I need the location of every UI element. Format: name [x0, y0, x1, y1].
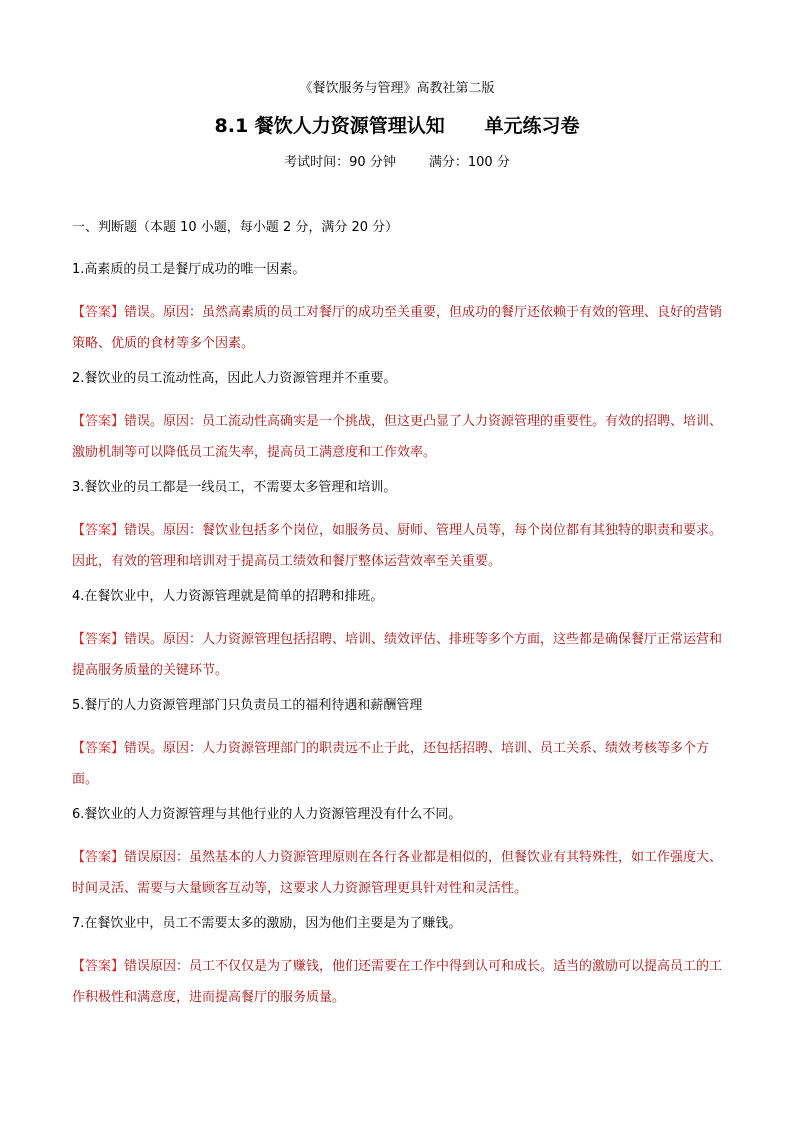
answer-tag: 【答案】 [72, 959, 125, 974]
question-text: 4.在餐饮业中，人力资源管理就是简单的招聘和排班。 [72, 589, 384, 604]
answer-text [72, 951, 728, 1013]
answer-tag: 【答案】 [72, 850, 125, 865]
answer-text [72, 733, 728, 795]
question-item [72, 478, 728, 577]
question-text: 7.在餐饮业中，员工不需要太多的激励，因为他们主要是为了赚钱。 [72, 916, 462, 931]
answer-body: 错误原因：员工不仅仅是为了赚钱，他们还需要在工作中得到认可和成长。适当的激励可以提高员工的工作积极性和满意度，进而提高餐厅的服务质量。 [72, 959, 723, 1005]
question-text: 3.餐饮业的员工都是一线员工，不需要太多管理和培训。 [72, 480, 397, 495]
question-text: 1.高素质的员工是餐厅成功的唯一因素。 [72, 262, 306, 277]
answer-text [72, 406, 728, 468]
answer-tag: 【答案】 [72, 523, 125, 538]
textbook-subtitle: 《餐饮服务与管理》高教社第二版 [299, 81, 495, 96]
question-text: 2.餐饮业的员工流动性高，因此人力资源管理并不重要。 [72, 371, 397, 386]
question-item [72, 587, 728, 686]
exam-info: 考试时间：90 分钟 满分：100 分 [284, 155, 510, 170]
page-title: 8.1 餐饮人力资源管理认知 单元练习卷 [214, 115, 580, 137]
answer-body: 错误原因：虽然基本的人力资源管理原则在各行各业都是相似的，但餐饮业有其特殊性，如工作强度大、时间灵活、需要与大量顾客互动等，这要求人力资源管理更具针对性和灵活性。 [72, 850, 723, 896]
answer-tag: 【答案】 [72, 741, 125, 756]
answer-text [72, 297, 728, 359]
question-item [72, 914, 728, 1013]
answer-body: 错误。原因：人力资源管理包括招聘、培训、绩效评估、排班等多个方面，这些都是确保餐厅正常运营和提高服务质量的关键环节。 [72, 632, 723, 678]
question-section [72, 218, 728, 1023]
answer-body: 错误。原因：餐饮业包括多个岗位，如服务员、厨师、管理人员等，每个岗位都有其独特的职责和要求。因此，有效的管理和培训对于提高员工绩效和餐厅整体运营效率至关重要。 [72, 523, 723, 569]
question-item [72, 696, 728, 795]
section-heading: 一、判断题（本题 10 小题，每小题 2 分，满分 20 分） [72, 220, 399, 235]
answer-tag: 【答案】 [72, 632, 125, 647]
answer-body: 错误。原因：人力资源管理部门的职责远不止于此，还包括招聘、培训、员工关系、绩效考核等多个方面。 [72, 741, 710, 787]
answer-text [72, 842, 728, 904]
answer-text [72, 624, 728, 686]
question-item [72, 805, 728, 904]
answer-text [72, 515, 728, 577]
answer-body: 错误。原因：虽然高素质的员工对餐厅的成功至关重要，但成功的餐厅还依赖于有效的管理、良好的营销策略、优质的食材等多个因素。 [72, 305, 723, 351]
question-text: 5.餐厅的人力资源管理部门只负责员工的福利待遇和薪酬管理 [72, 698, 423, 713]
question-item [72, 369, 728, 468]
answer-tag: 【答案】 [72, 305, 125, 320]
question-item [72, 260, 728, 359]
answer-body: 错误。原因：员工流动性高确实是一个挑战，但这更凸显了人力资源管理的重要性。有效的招聘、培训、激励机制等可以降低员工流失率，提高员工满意度和工作效率。 [72, 414, 723, 460]
question-text: 6.餐饮业的人力资源管理与其他行业的人力资源管理没有什么不同。 [72, 807, 462, 822]
answer-tag: 【答案】 [72, 414, 125, 429]
